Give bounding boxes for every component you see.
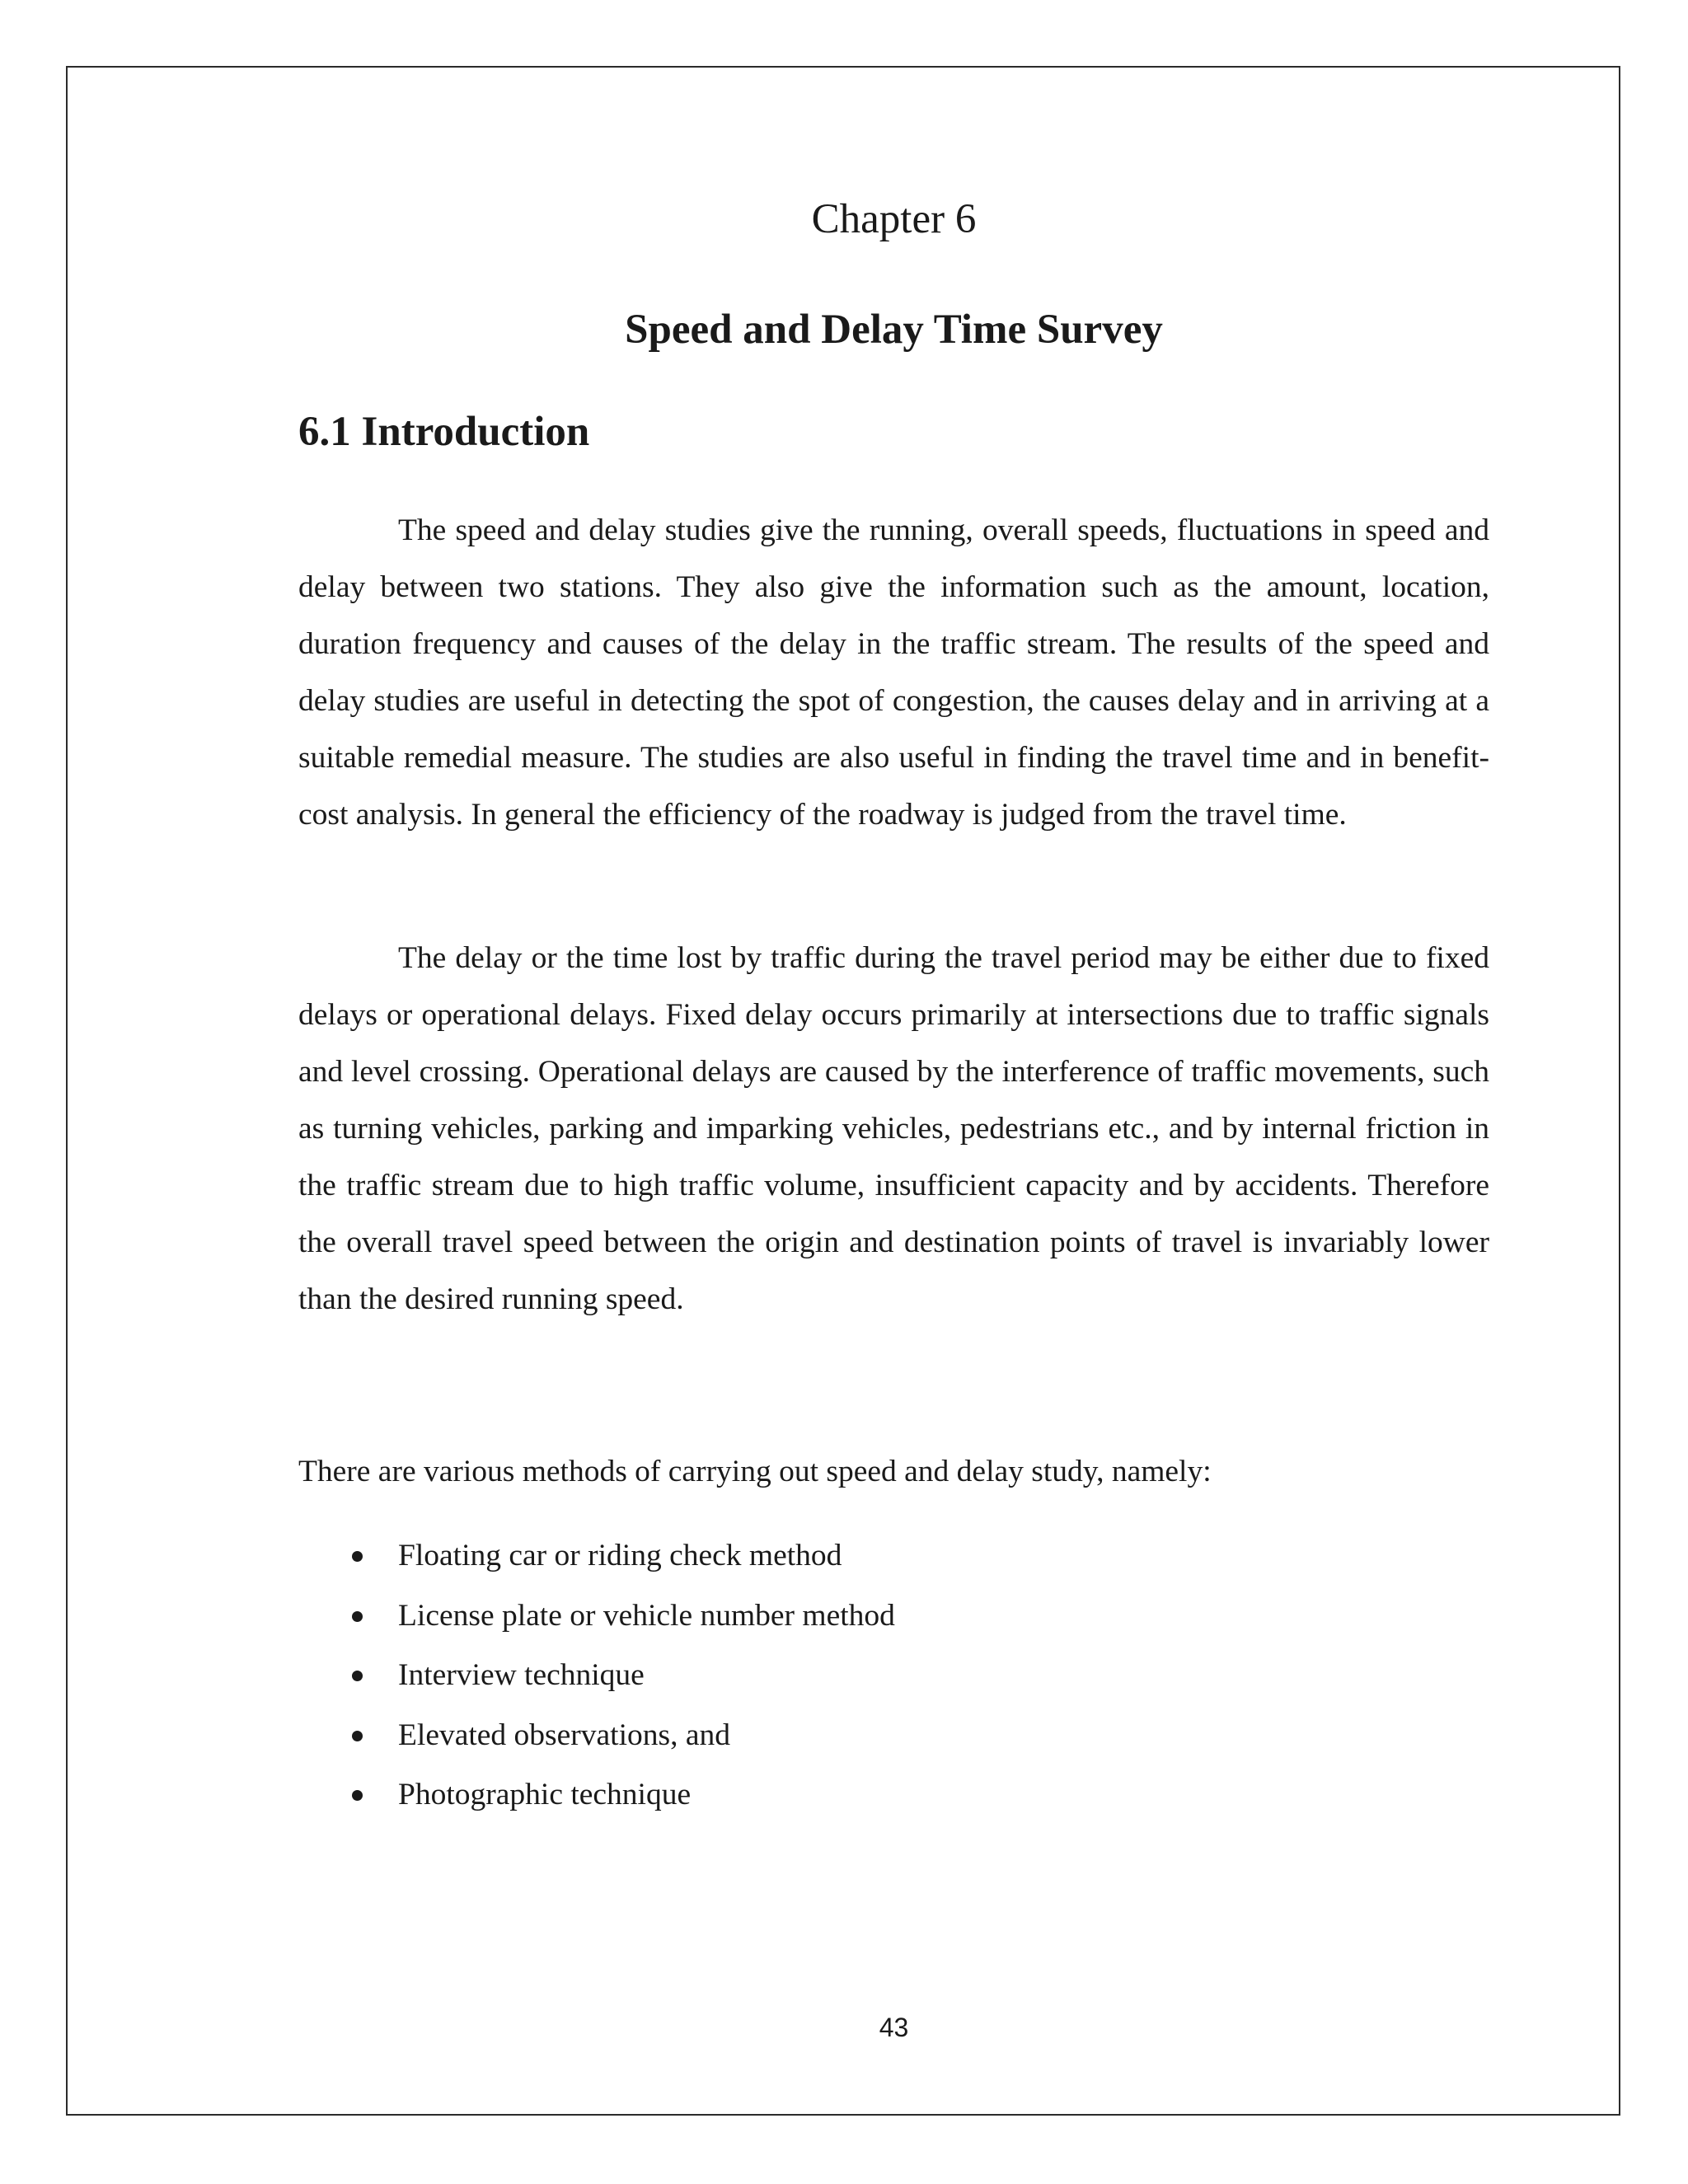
bullet-icon	[352, 1671, 363, 1681]
bullet-icon	[352, 1790, 363, 1801]
list-item-label: Floating car or riding check method	[398, 1539, 842, 1572]
list-item	[298, 1526, 895, 1586]
bullet-icon	[352, 1611, 363, 1622]
page-number: 43	[879, 2013, 909, 2042]
list-item-label: Photographic technique	[398, 1778, 692, 1811]
intro-paragraph-1: The speed and delay studies give the running, overall speeds, fluctuations in speed and delay between two stations. They also give the information such as the amount, location, duration frequency and causes of the delay in the traffic stream. The results of the speed and delay studies are useful in detecting the spot of congestion, the causes delay and in arriving at a suitable remedial measure. The studies are also useful in finding the travel time and in benefit-cost analysis. In general the efficiency of the roadway is judged from the travel time.	[298, 513, 1489, 832]
chapter-title: Speed and Delay Time Survey	[625, 307, 1163, 353]
chapter-label: Chapter 6	[811, 196, 977, 242]
list-item	[298, 1765, 895, 1825]
list-item-label: Interview technique	[398, 1658, 645, 1692]
bullet-icon	[352, 1551, 363, 1562]
methods-list	[298, 1526, 895, 1825]
list-item	[298, 1646, 895, 1706]
section-heading: 6.1 Introduction	[298, 409, 590, 455]
list-item-label: Elevated observations, and	[398, 1718, 730, 1752]
methods-intro: There are various methods of carrying out speed and delay study, namely:	[298, 1455, 1212, 1488]
intro-paragraph-2: The delay or the time lost by traffic during the travel period may be either due to fixed delays or operational delays. Fixed delay occurs primarily at intersections due to traffic signals and level crossing. Operational delays are caused by the interference of traffic movements, such as turning vehicles, parking and imparking vehicles, pedestrians etc., and by internal friction in the traffic stream due to high traffic volume, insufficient capacity and by accidents. Therefore the overall travel speed between the origin and destination points of travel is invariably lower than the desired running speed.	[298, 941, 1489, 1316]
bullet-icon	[352, 1731, 363, 1741]
list-item	[298, 1586, 895, 1647]
list-item	[298, 1706, 895, 1766]
list-item-label: License plate or vehicle number method	[398, 1598, 895, 1633]
